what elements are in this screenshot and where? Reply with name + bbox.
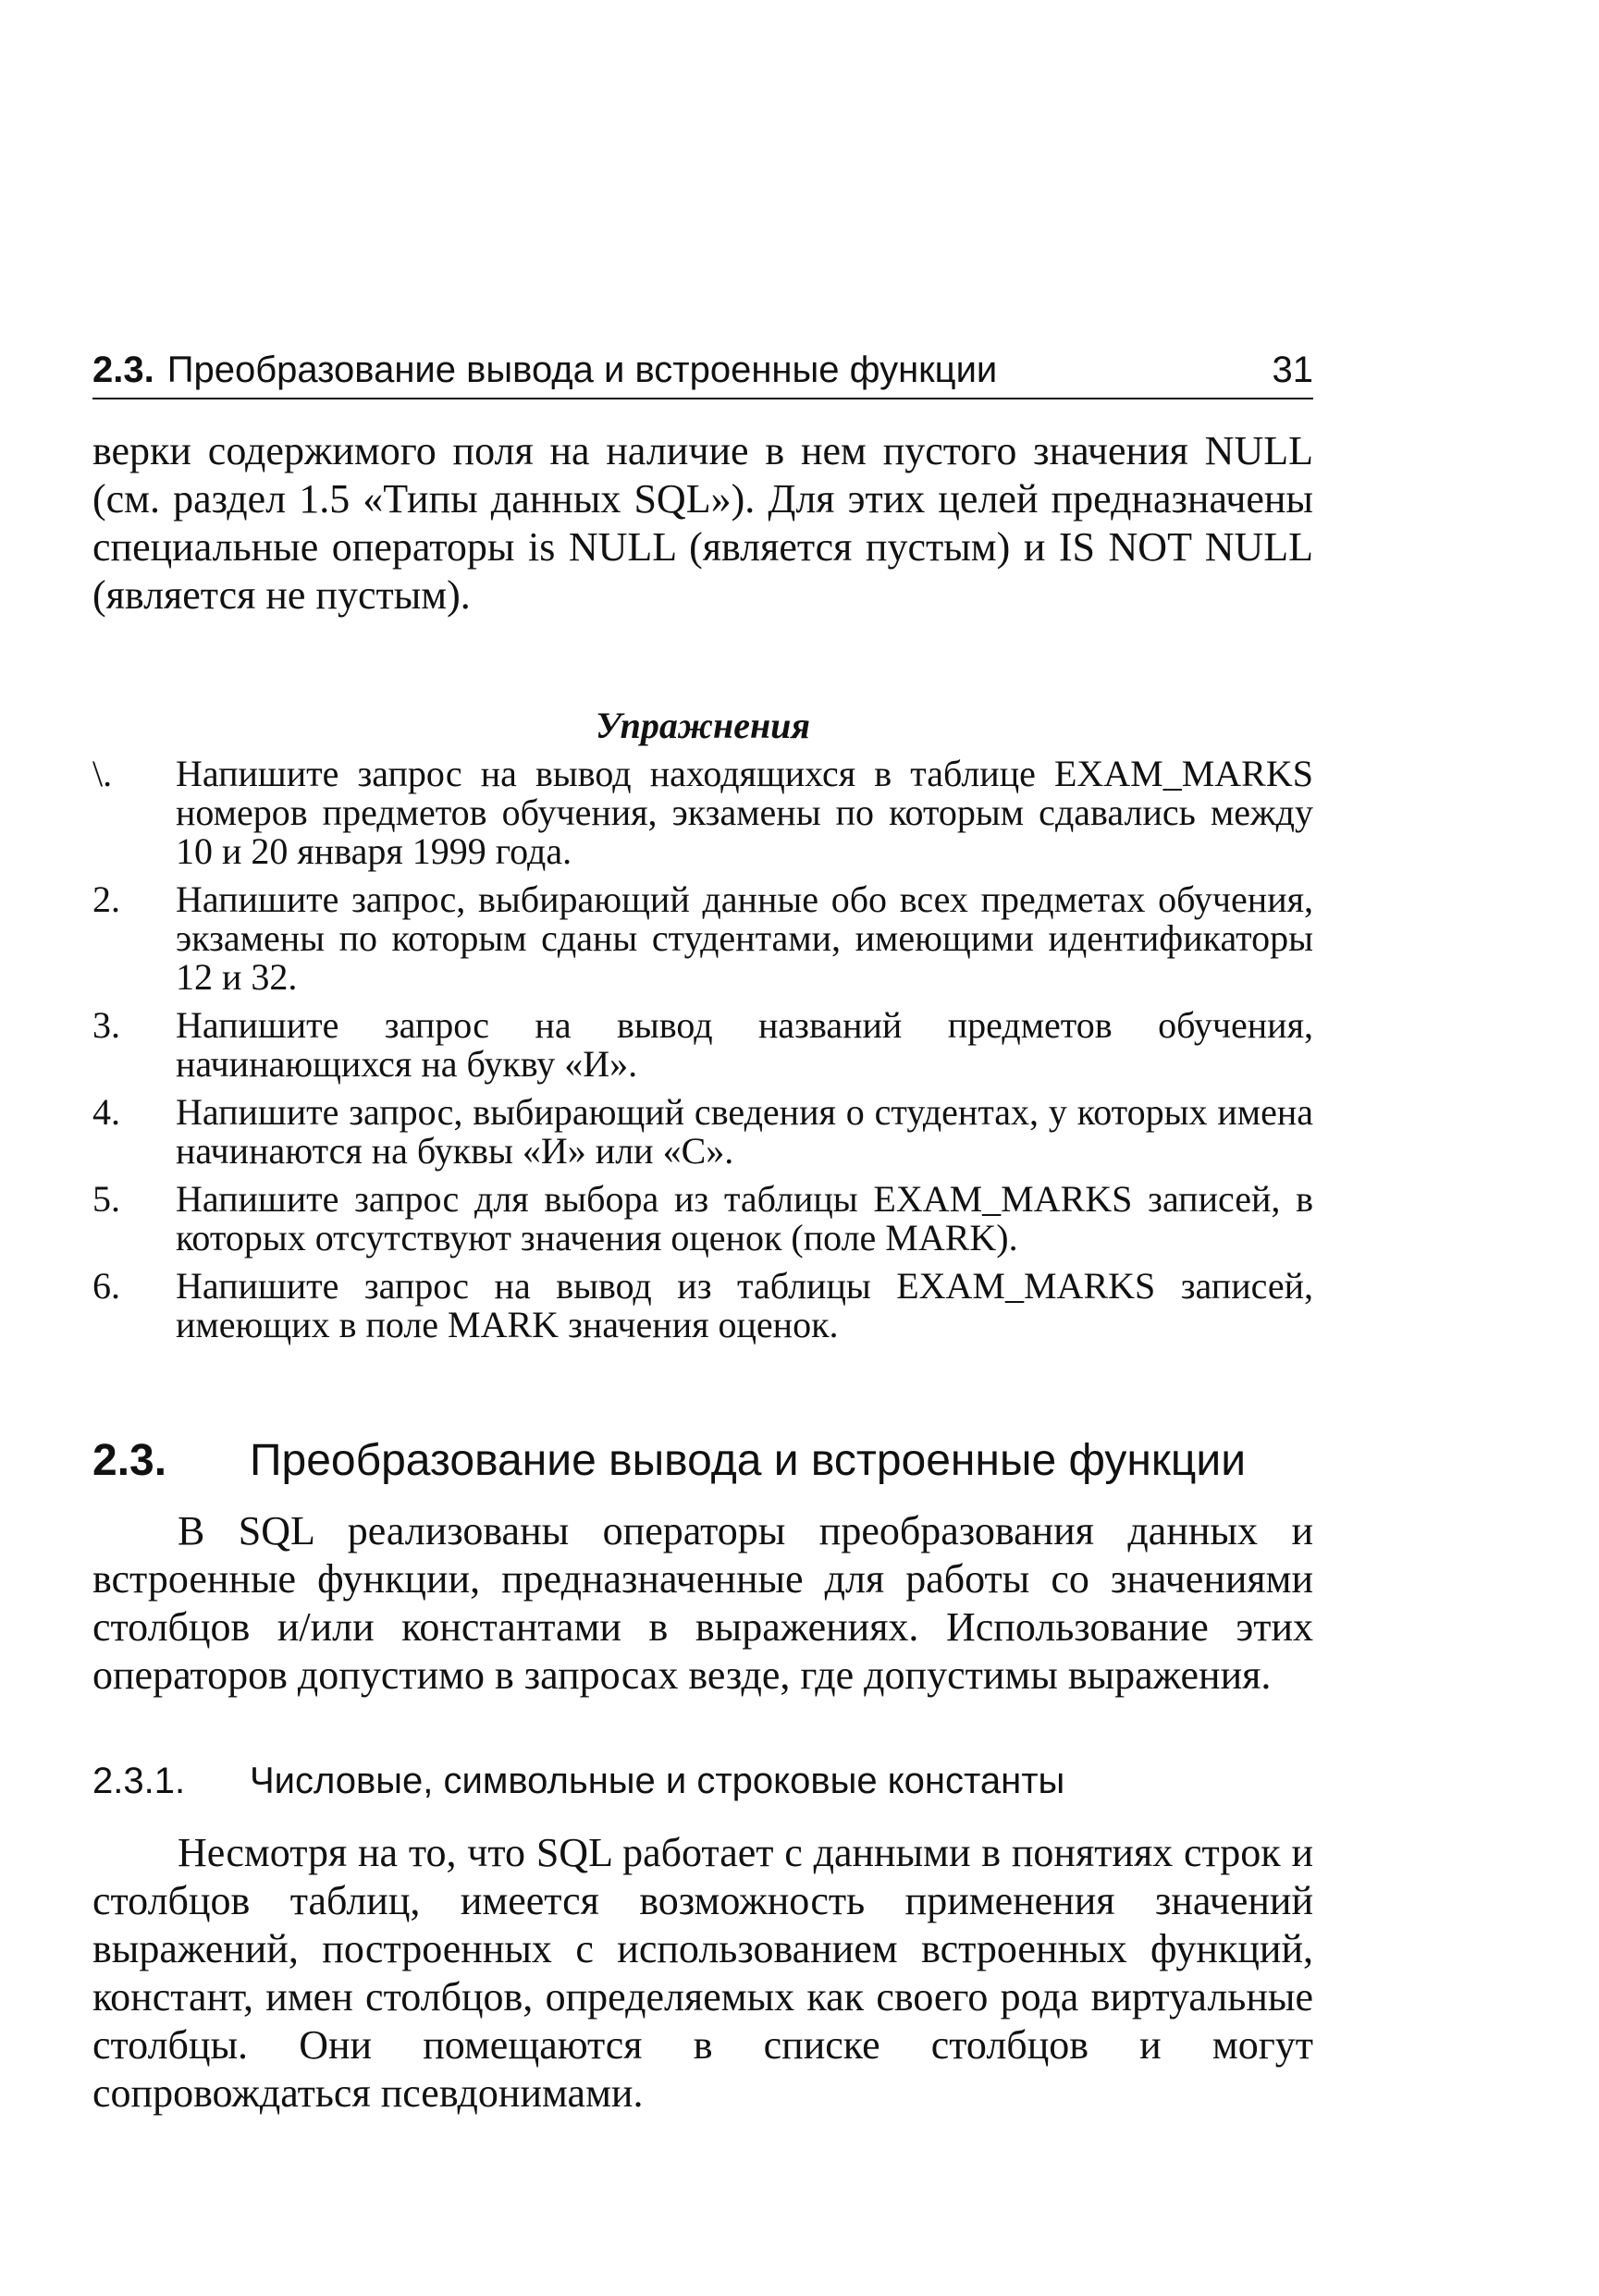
section-heading [92, 1433, 1313, 1489]
subsection-title: Числовые, символьные и строковые константы [250, 1761, 1065, 1801]
subsection-number: 2.3.1. [92, 1761, 186, 1801]
exercise-text: Напишите запрос на вывод из таблицы EXAM_MARKS записей, имеющих в поле MARK значения оценок. [176, 1265, 1313, 1345]
section-paragraph: В SQL реализованы операторы преобразования данных и встроенные функции, предназначенные для работы со значениями столбцов и/или константами в выражениях. Использование этих операторов допустимо в запросах везде, где допустимы выражения. [92, 1508, 1313, 1698]
subsection-paragraph: Несмотря на то, что SQL работает с данными в понятиях строк и столбцов таблиц, имеется возможность применения значений выражений, построенных с использованием встроенных функций, констант, имен столбцов, определяемых как своего рода виртуальные столбцы. Они помещаются в списке столбцов и могут сопровождаться псевдонимами. [92, 1830, 1313, 2116]
intro-paragraph: верки содержимого поля на наличие в нем пустого значения NULL (см. раздел 1.5 «Типы данных SQL»). Для этих целей предназначены специальные операторы is NULL (является пустым) и IS NOT NULL (является не пустым). [92, 428, 1313, 618]
exercise-number: 6. [92, 1265, 120, 1307]
exercises-list [92, 755, 1313, 1344]
exercise-item [92, 1006, 1313, 1084]
exercise-item [92, 1267, 1313, 1344]
book-page [92, 342, 1313, 2118]
exercise-text: Напишите запрос на вывод находящихся в таблице EXAM_MARKS номеров предметов обучения, экзамены по которым сдавались между 10 и 20 января 1999 года. [176, 753, 1313, 872]
page-number: 31 [1272, 350, 1313, 390]
running-header-section-number: 2.3. [92, 350, 154, 390]
running-header [92, 342, 1313, 399]
exercise-number: 2. [92, 878, 120, 920]
exercise-number: 4. [92, 1091, 120, 1133]
exercise-text: Напишите запрос на вывод названий предметов обучения, начинающихся на букву «И». [176, 1004, 1313, 1085]
running-header-title: Преобразование вывода и встроенные функции [166, 350, 998, 390]
exercise-number: 5. [92, 1178, 120, 1220]
section-title: Преобразование вывода и встроенные функции [250, 1436, 1247, 1485]
exercise-number: \. [92, 753, 113, 794]
exercise-text: Напишите запрос для выбора из таблицы EXAM_MARKS записей, в которых отсутствуют значения оценок (поле MARK). [176, 1178, 1313, 1259]
exercise-item [92, 1093, 1313, 1171]
exercise-item [92, 1180, 1313, 1258]
exercise-text: Напишите запрос, выбирающий сведения о студентах, у которых имена начинаются на буквы «И» или «С». [176, 1091, 1313, 1172]
exercises-title: Упражнения [595, 705, 811, 746]
exercise-item [92, 880, 1313, 997]
exercise-text: Напишите запрос, выбирающий данные обо всех предметах обучения, экзамены по которым сданы студентами, имеющими идентификаторы 12 и 32. [176, 878, 1313, 998]
exercise-number: 3. [92, 1004, 120, 1046]
subsection-heading [92, 1755, 1313, 1807]
exercise-item [92, 755, 1313, 871]
section-number: 2.3. [92, 1436, 167, 1485]
